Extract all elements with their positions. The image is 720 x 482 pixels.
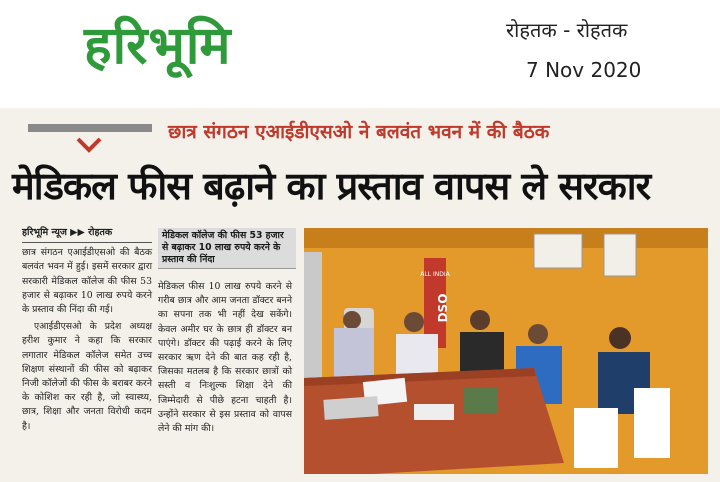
article-column-2 [158,280,292,439]
edition-location: रोहतक - रोहतक [506,18,628,42]
news-clipping [0,108,720,482]
kicker-bar [28,124,152,132]
article-byline: हरिभूमि न्यूज ▶▶ रोहतक [22,226,152,243]
article-paragraph: एआईडीएसओ के प्रदेश अध्यक्ष हरीश कुमार ने कहा कि सरकार लगातार मेडिकल कॉलेज समेत उच्च शिक्षण संस्थानों की फीस को बढ़ाकर निजी कॉलेजों की फीस के बराबर करने के कोशिश कर रही है, जो स्वास्थ्य, छात्र, शिक्षा और जनता विरोधी कदम है। [22,321,152,432]
masthead-logo: हरिभूमि [84,16,232,76]
article-paragraph: छात्र संगठन एआईडीएसओ की बैठक बलवंत भवन में हुई। इसमें सरकार द्वारा सरकारी मेडिकल कॉलेज की फीस 53 हजार से बढ़ाकर 10 लाख रुपये करने के प्रस्ताव की निंदा की गई। [22,247,152,316]
edition-date: 7 Nov 2020 [526,58,642,82]
article-headline: मेडिकल फीस बढ़ाने का प्रस्ताव वापस ले सरकार [12,164,651,208]
article-callout: मेडिकल कॉलेज की फीस 53 हजार से बढ़ाकर 10 लाख रुपये करने के प्रस्ताव की निंदा [158,228,296,269]
page-header [0,0,720,108]
banner-sign-text: DSO [436,293,450,323]
article-kicker: छात्र संगठन एआईडीएसओ ने बलवंत भवन में की बैठक [168,121,550,143]
article-column-1 [22,226,152,437]
article-photo [304,228,708,474]
article-paragraph: मेडिकल फीस 10 लाख रुपये करने से गरीब छात्र और आम जनता डॉक्टर बनने का सपना तक भी नहीं देख सकेंगे। केवल अमीर घर के छात्र ही डॉक्टर बन पाएंगे। डॉक्टर की पढ़ाई करने के लिए सरकार ऋण देने की बात कह रही है, जिसका मतलब है कि सरकार छात्रों को सस्ती व निःशुल्क शिक्षा देने की जिम्मेदारी से पीछे हटना चाहती है। उन्होंने सरकार से इस प्रस्ताव को वापस लेने की मांग की। [158,281,292,435]
banner-small-text: ALL INDIA [420,271,450,278]
chevron-down-icon [76,136,102,154]
